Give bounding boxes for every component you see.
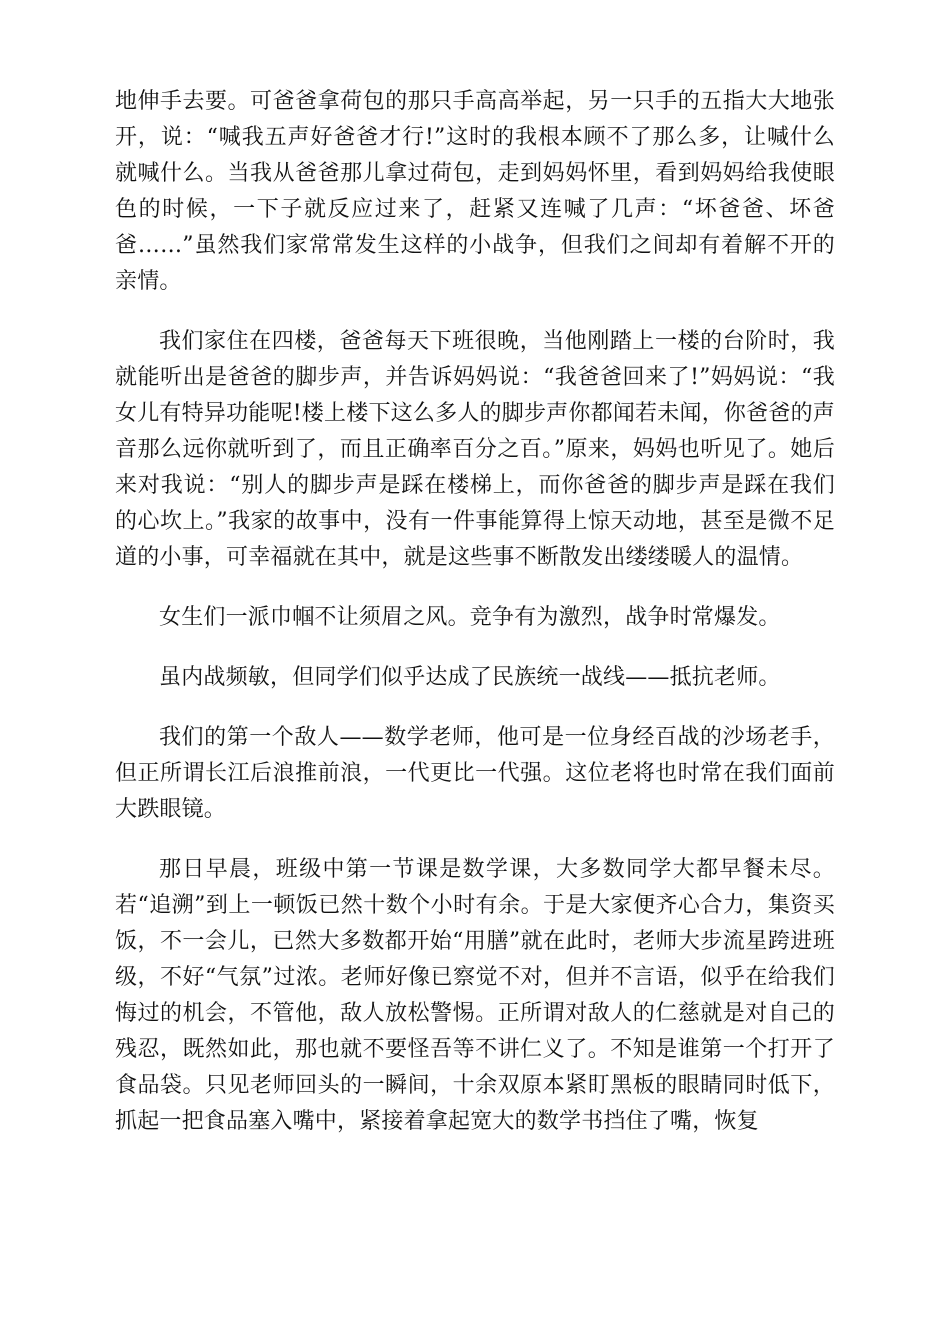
- document-page: [115, 84, 835, 1164]
- paragraph-1: 地伸手去要。可爸爸拿荷包的那只手高高举起，另一只手的五指大大地张开，说：“喊我五声好爸爸才行!”这时的我根本顾不了那么多，让喊什么就喊什么。当我从爸爸那儿拿过荷包，走到妈妈怀里，看到妈妈给我使眼色的时候，一下子就反应过来了，赶紧又连喊了几声：“坏爸爸、坏爸爸……”虽然我们家常常发生这样的小战争，但我们之间却有着解不开的亲情。: [115, 89, 835, 294]
- paragraph-5: 我们的第一个敌人——数学老师，他可是一位身经百战的沙场老手，但正所谓长江后浪推前浪，一代更比一代强。这位老将也时常在我们面前大跌眼镜。: [115, 725, 835, 822]
- paragraph-3: 女生们一派巾帼不让须眉之风。竞争有为激烈，战争时常爆发。: [159, 605, 781, 630]
- paragraph-2: 我们家住在四楼，爸爸每天下班很晚，当他刚踏上一楼的台阶时，我就能听出是爸爸的脚步声，并告诉妈妈说：“我爸爸回来了!”妈妈说：“我女儿有特异功能呢!楼上楼下这么多人的脚步声你都闻若未闻，你爸爸的声音那么远你就听到了，而且正确率百分之百。”原来，妈妈也听见了。她后来对我说：“别人的脚步声是踩在楼梯上，而你爸爸的脚步声是踩在我们的心坎上。”我家的故事中，没有一件事能算得上惊天动地，甚至是微不足道的小事，可幸福就在其中，就是这些事不断散发出缕缕暖人的温情。: [115, 329, 835, 570]
- paragraph-6: 那日早晨，班级中第一节课是数学课，大多数同学大都早餐未尽。若“追溯”到上一顿饭已然十数个小时有余。于是大家便齐心合力，集资买饭，不一会儿，已然大多数都开始“用膳”就在此时，老师大步流星跨进班级，不好“气氛”过浓。老师好像已察觉不对，但并不言语，似乎在给我们悔过的机会，不管他，敌人放松警惕。正所谓对敌人的仁慈就是对自己的残忍，既然如此，那也就不要怪吾等不讲仁义了。不知是谁第一个打开了食品袋。只见老师回头的一瞬间，十余双原本紧盯黑板的眼睛同时低下，抓起一把食品塞入嘴中，紧接着拿起宽大的数学书挡住了嘴，恢复: [115, 857, 835, 1134]
- paragraph-4: 虽内战频敏，但同学们似乎达成了民族统一战线——抵抗老师。: [159, 665, 781, 690]
